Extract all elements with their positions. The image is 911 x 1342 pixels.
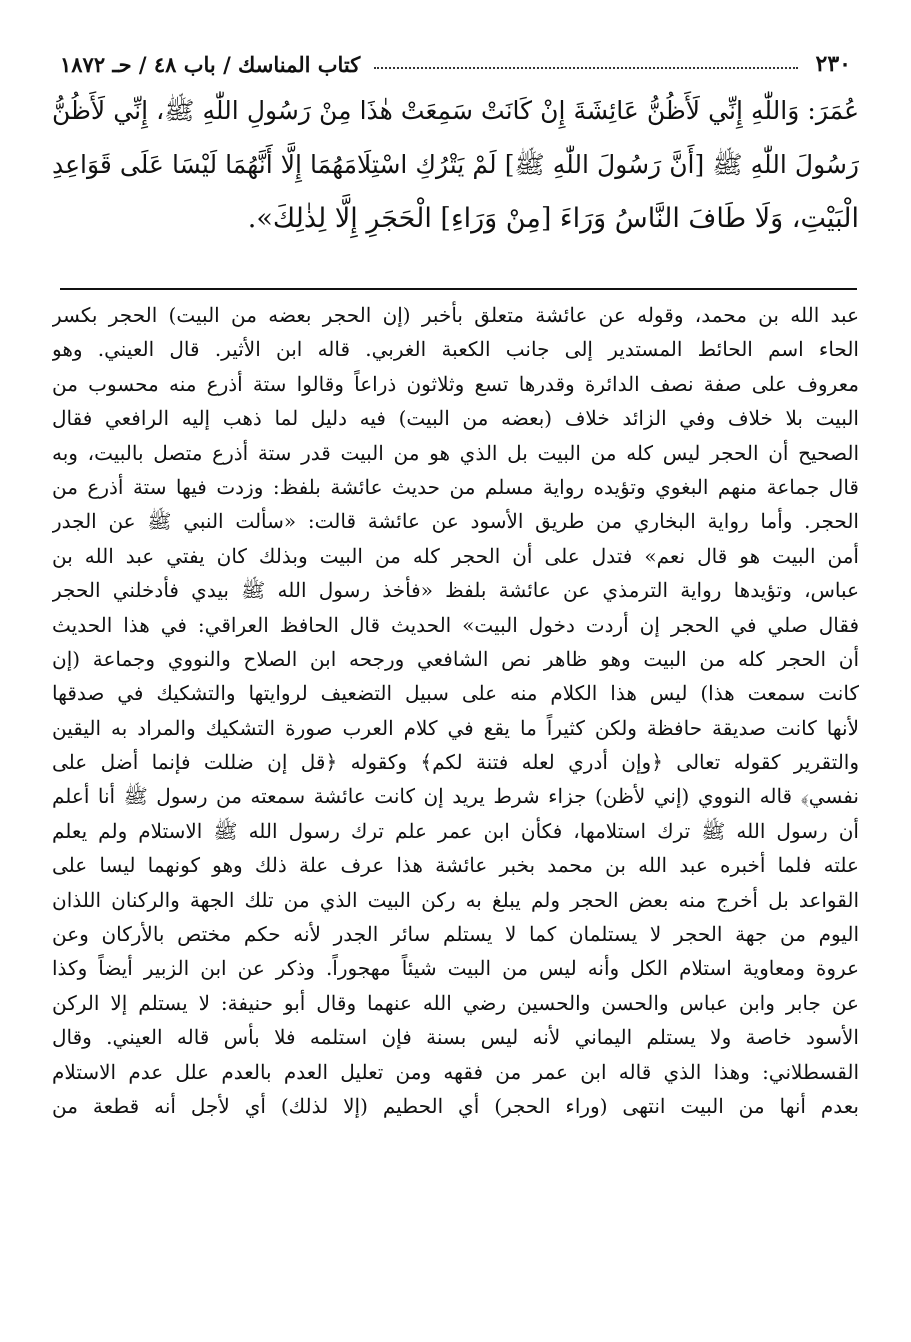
page-number: ٢٣٠	[815, 51, 851, 77]
commentary-line: الحجر. وأما رواية البخاري من طريق الأسود عن عائشة قالت: «سألت النبي ﷺ عن الجدر	[52, 509, 859, 534]
section-divider	[60, 288, 857, 290]
commentary-line: علته فلما أخبره عبد الله بن محمد بخبر عائشة هذا عرف علة ذلك وهو كونهما ليسا على	[52, 853, 859, 878]
commentary-line: معروف على صفة نصف الدائرة وقدرها تسع وثلاثون ذراعاً وقالوا ستة أذرع منه محسوب من	[52, 371, 859, 396]
commentary-line: بعدم أنها من البيت انتهى (وراء الحجر) أي الحطيم (إلا لذلك) أي لأجل أنه قطعة من	[52, 1093, 859, 1118]
commentary-line: البيت بلا خلاف وفي الزائد خلاف (بعضه من البيت) فيه دليل لما ذهب إليه الرافعي فقال	[52, 406, 859, 431]
commentary-line: القواعد بل أخرج منه بعض الحجر ولم يبلغ به ركن البيت الذي من تلك الجهة والركنان اللذان	[52, 887, 859, 912]
commentary-line: عباس، وتؤيدها رواية الترمذي عن عائشة بلفظ «فأخذ رسول الله ﷺ بيدي فأدخلني الحجر	[52, 578, 859, 603]
hadith-text	[52, 86, 859, 276]
commentary-line: الصحيح أن الحجر ليس كله من البيت بل الذي هو من البيت قدر ستة أذرع متصل بالبيت، وبه	[52, 440, 859, 465]
commentary-line: عروة ومعاوية استلام الكل وأنه ليس من البيت شيئاً مهجوراً. وذكر عن ابن الزبير أيضاً وكذا	[52, 956, 859, 981]
commentary-line: لأنها كانت صديقة حافظة ولكن كثيراً ما يقع في كلام العرب صورة التشكيك والمراد به اليقين	[52, 715, 859, 740]
commentary-text	[52, 298, 859, 1328]
commentary-line: والتقرير كقوله تعالى ﴿وإن أدري لعله فتنة لكم﴾ وكقوله ﴿قل إن ضللت فإنما أضل على	[52, 750, 859, 775]
hadith-line: عُمَرَ: وَاللّٰهِ إِنِّي لَأَظُنُّ عَائِشَةَ إِنْ كَانَتْ سَمِعَتْ هٰذَا مِنْ رَسُولِ اللّٰهِ ﷺ، إِنِّي لَأَظُنُّ	[52, 96, 859, 125]
commentary-line: اليوم من جهة الحجر لا يستلمان كما لا يستلم سائر الجدر لأنه حكم مختص بالأركان وعن	[52, 922, 859, 947]
commentary-line: كانت سمعت هذا) ليس هذا الكلام منه على سبيل التضعيف لروايتها والتشكيك في صدقها	[52, 681, 859, 706]
running-title: كتاب المناسك / باب ٤٨ / حـ ١٨٧٢	[60, 51, 361, 77]
hadith-line: الْبَيْتِ، وَلَا طَافَ النَّاسُ وَرَاءَ [مِنْ وَرَاءِ] الْحَجَرِ إِلَّا لِذٰلِكَ».	[247, 203, 859, 234]
commentary-line: عن جابر وابن عباس والحسن والحسين رضي الله عنهما وقال أبو حنيفة: لا يستلم إلا الركن	[52, 990, 859, 1015]
page-header	[60, 44, 851, 84]
commentary-line: قال جماعة منهم البغوي وتؤيده رواية مسلم من حديث عائشة بلفظ: وزدت فيها ستة أذرع من	[52, 474, 859, 499]
commentary-line: أمن البيت هو قال نعم» فتدل على أن الحجر كله من البيت وبذلك كان يفتي عبد الله بن	[52, 543, 859, 568]
commentary-line: نفسي﴾ قاله النووي (إني لأظن) جزاء شرط يريد إن كانت عائشة سمعته من رسول ﷺ أنا أعلم	[52, 784, 859, 809]
commentary-line: فقال صلي في الحجر إن أردت دخول البيت» الحديث قال الحافظ العراقي: في هذا الحديث	[52, 612, 859, 637]
commentary-line: الأسود خاصة ولا يستلم اليماني لأنه ليس بسنة فإن استلمه فلا بأس قاله العيني. وقال	[52, 1025, 859, 1050]
commentary-line: القسطلاني: وهذا الذي قاله ابن عمر من فقهه ومن تعليل العدم بالعدم علل عدم الاستلام	[52, 1059, 859, 1084]
header-dotted-leader	[374, 67, 797, 69]
commentary-line: أن رسول الله ﷺ ترك استلامها، فكأن ابن عمر علم ترك رسول الله ﷺ الاستلام ولم يعلم	[52, 818, 859, 843]
hadith-line: رَسُولَ اللّٰهِ ﷺ [أَنَّ رَسُولَ اللّٰهِ ﷺ] لَمْ يَتْرُكِ اسْتِلَامَهُمَا إِلَّا أَنَّهُمَا لَيْسَا عَلَى قَوَاعِدِ	[52, 150, 859, 179]
commentary-line: عبد الله بن محمد، وقوله عن عائشة متعلق بأخبر (إن الحجر بعضه من البيت) الحجر بكسر	[52, 303, 859, 327]
commentary-line: الحاء اسم الحائط المستدير إلى جانب الكعبة الغربي. قاله ابن الأثير. قال العيني. وهو	[52, 337, 859, 362]
commentary-line: أن الحجر كله من البيت وهو ظاهر نص الشافعي ورجحه ابن الصلاح والنووي وجماعة (إن	[52, 646, 859, 671]
